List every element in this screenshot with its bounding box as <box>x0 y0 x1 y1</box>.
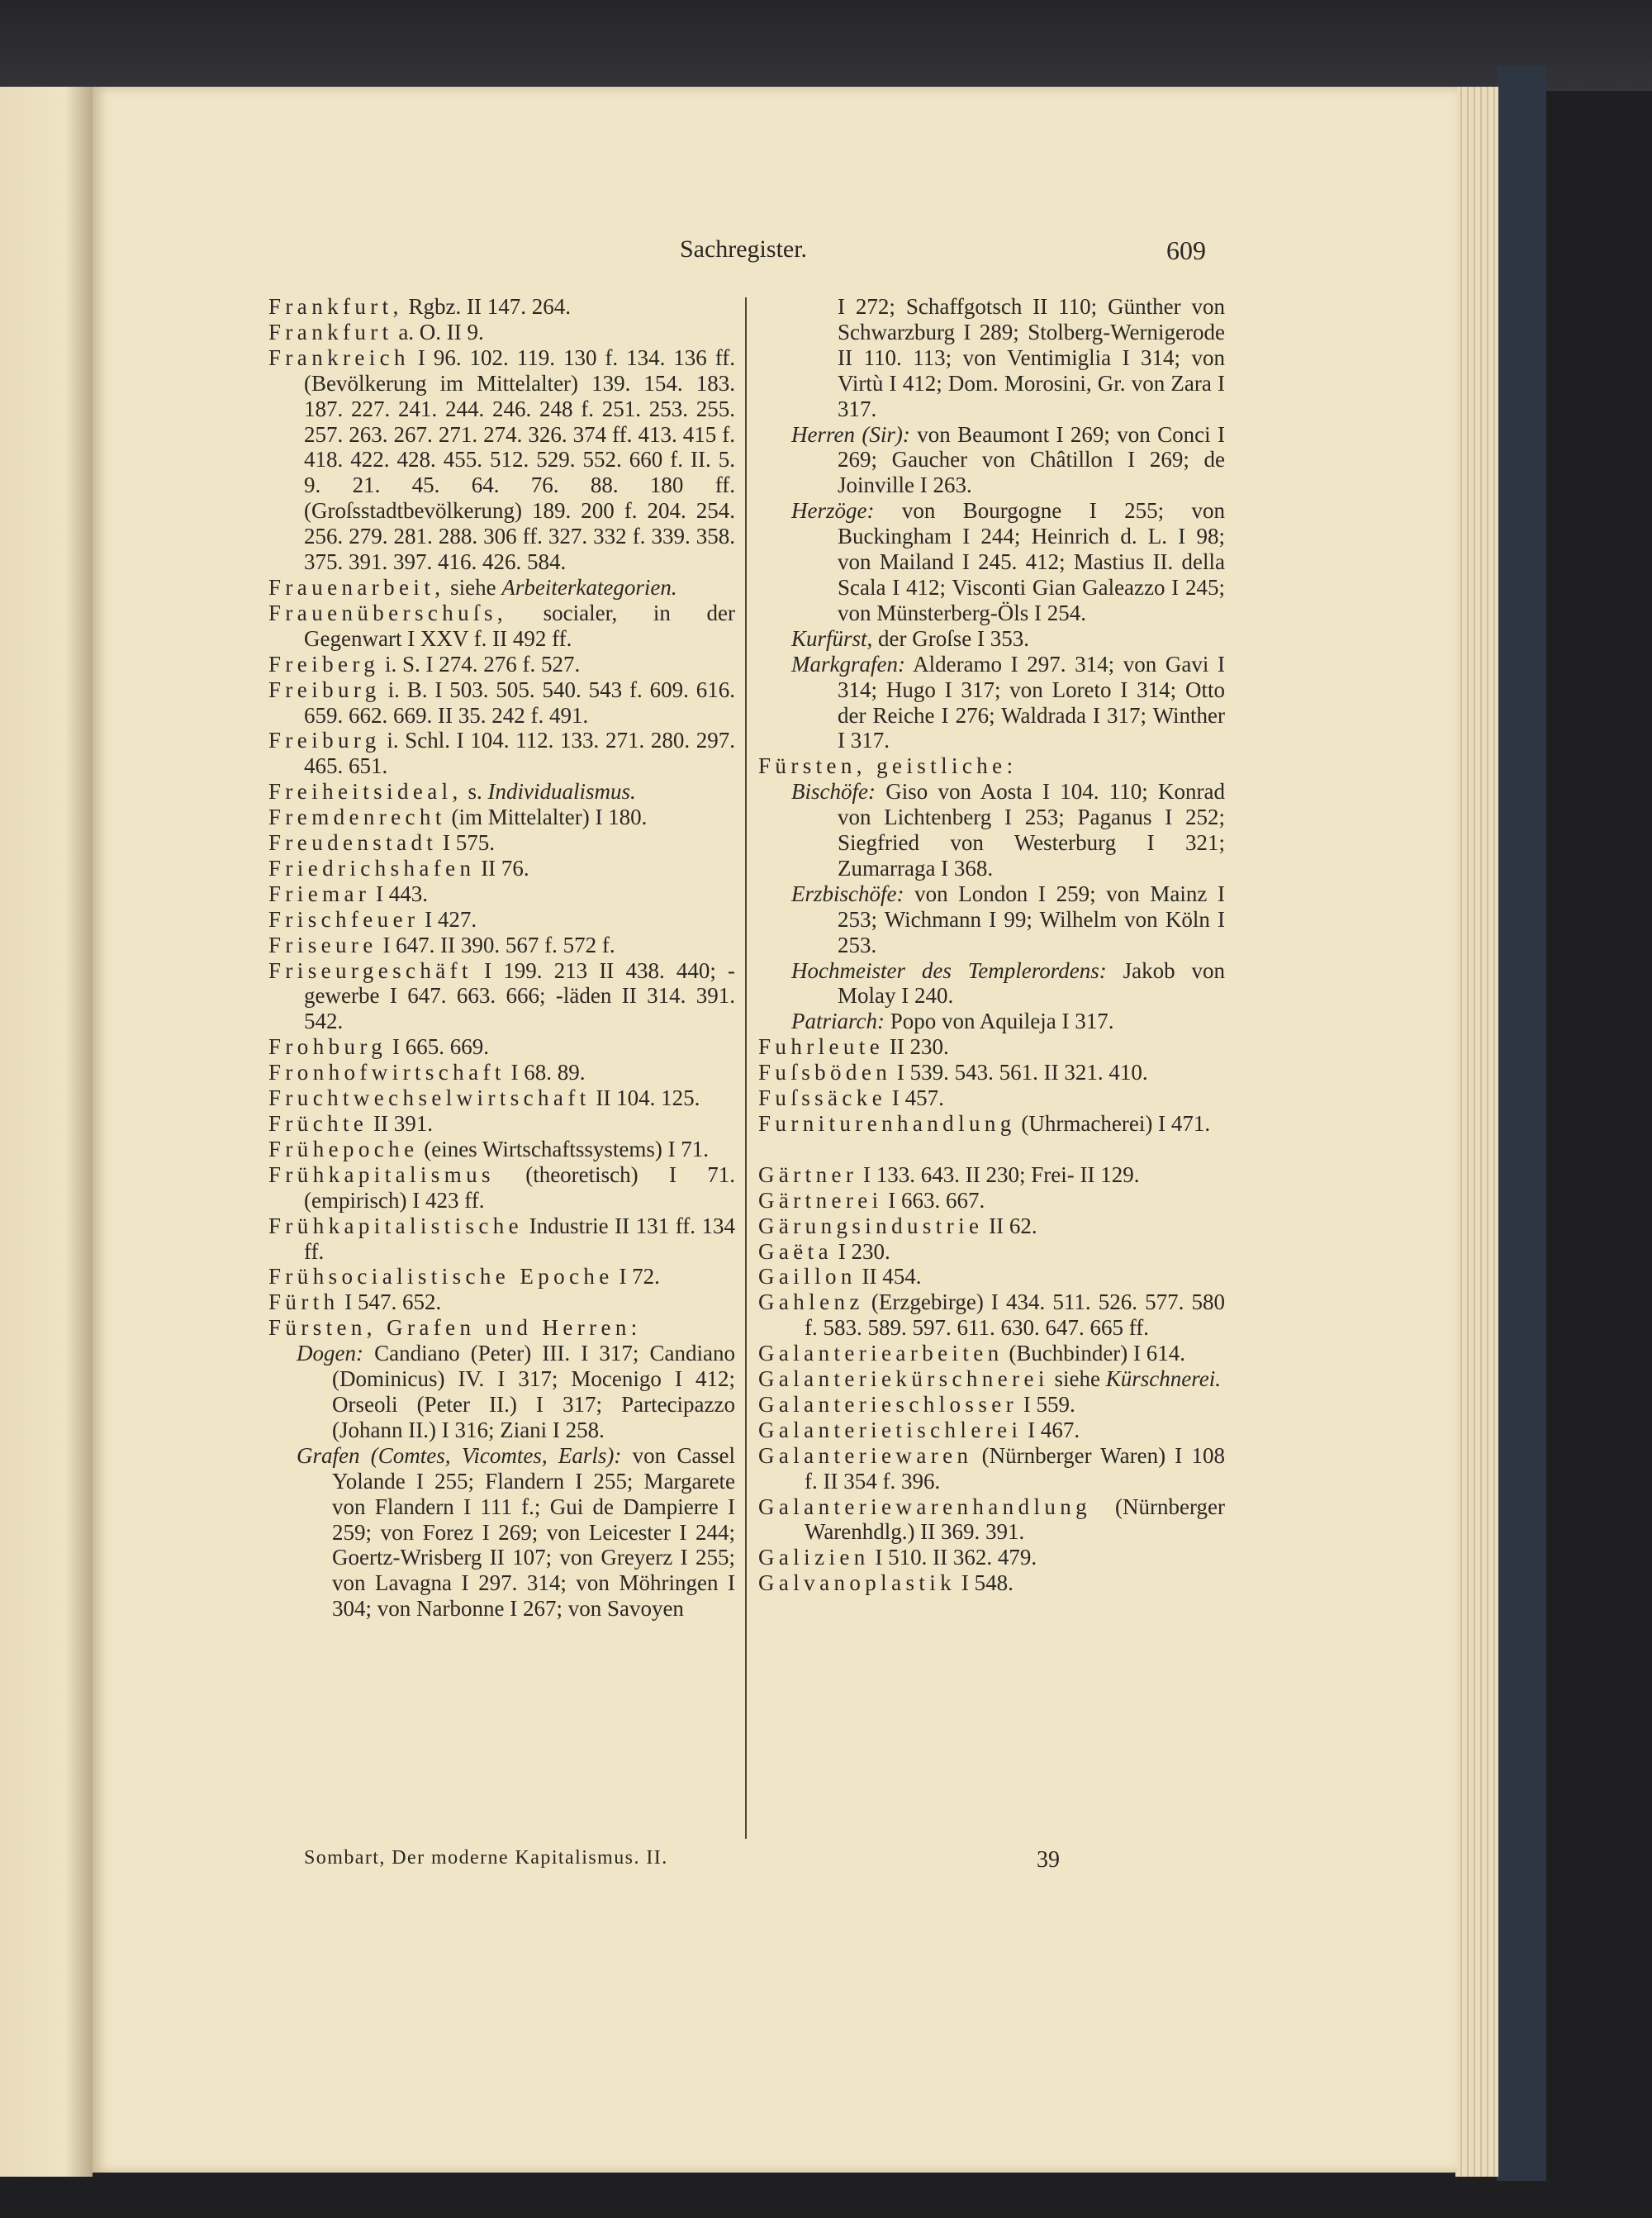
entry-references: Candiano (Peter) III. I 317; Candiano (Dominicus) IV. I 317; Mocenigo I 412; Orseoli (Peter II.) I 317; Partecipazzo (Johann II.) I 316; Ziani I 258. <box>332 1341 735 1442</box>
index-entry <box>268 1213 735 1265</box>
index-entry <box>268 881 735 907</box>
index-entry <box>758 1111 1225 1137</box>
entry-references: Industrie II 131 ff. 134 ff. <box>304 1213 735 1264</box>
entry-references: II 230. <box>884 1034 949 1060</box>
entry-headword: Früchte <box>268 1111 368 1136</box>
index-entry <box>758 779 1225 881</box>
entry-references: I 647. II 390. 567 f. 572 f. <box>377 932 615 957</box>
entry-references: I 547. 652. <box>339 1289 442 1315</box>
entry-references: II 104. 125. <box>590 1085 700 1111</box>
entry-references: Rgbz. II 147. 264. <box>402 294 571 319</box>
index-entry <box>758 1264 1225 1289</box>
entry-headword: Galanteriekürschnerei <box>758 1366 1049 1392</box>
entry-references: I 96. 102. 119. 130 f. 134. 136 ff. (Bevölkerung im Mittelalter) 139. 154. 183. 187. 227. 241. 244. 246. 248 f. 251. 253. 255. 257. 263. 267. 271. 274. 326. 374 ff. 413. 415 f. 418. 422. 428. 455. 512. 529. 552. 660 f. II. 5. 9. 21. 45. 64. 76. 88. 180 ff. (Groſsstadtbevölkerung) 189. 200 f. 204. 254. 256. 279. 281. 288. 306 ff. 327. 332 f. 339. 358. 375. 391. 397. 416. 426. 584. <box>304 344 735 575</box>
entry-headword: Frankfurt <box>268 319 393 344</box>
entry-headword: Frühepoche <box>268 1136 419 1161</box>
index-entry <box>758 1034 1225 1060</box>
index-entry <box>268 933 735 958</box>
index-entry <box>268 345 735 575</box>
subentry-label: Bischöfe: <box>791 779 876 805</box>
index-entry <box>268 1289 735 1315</box>
letter-section-gap <box>758 1137 1225 1162</box>
facing-page-edge <box>0 87 93 2177</box>
index-entry <box>758 422 1225 499</box>
subentry-label: Herren (Sir): <box>791 421 910 447</box>
index-entry <box>268 320 735 345</box>
entry-references: (Erzgebirge) I 434. 511. 526. 577. 580 f. 583. 589. 597. 611. 630. 647. 665 ff. <box>805 1289 1225 1341</box>
entry-references: I 665. 669. <box>387 1034 489 1060</box>
entry-references: (Uhrmacherei) I 471. <box>1015 1111 1211 1136</box>
subentry-label: Dogen: <box>297 1341 363 1366</box>
entry-references: von Cassel Yolande I 255; Flandern I 255; Margarete von Flandern I 111 f.; Gui de Dampierre I 259; von Forez I 269; von Leicester I 244; Goertz-Wrisberg II 107; von Greyerz I 255; von Lavagna I 297. 314; von Möhringen I 304; von Narbonne I 267; von Savoyen <box>332 1442 735 1622</box>
subentry-label: Grafen (Comtes, Vicomtes, Earls): <box>297 1442 622 1468</box>
index-entry <box>268 728 735 779</box>
entry-references: siehe <box>1048 1366 1106 1392</box>
entry-headword: Fürth <box>268 1289 339 1315</box>
entry-references: I 133. 643. II 230; Frei- II 129. <box>857 1161 1140 1187</box>
entry-references: i. Schl. I 104. 112. 133. 271. 280. 297. 465. 651. <box>304 728 735 779</box>
entry-headword: Gahlenz <box>758 1289 864 1315</box>
entry-references: socialer, in der Gegenwart I XXV f. II 492 ff. <box>304 600 735 651</box>
entry-references: (im Mittelalter) I 180. <box>445 805 648 830</box>
entry-references: (theoretisch) I 71. (empirisch) I 423 ff. <box>304 1161 735 1213</box>
entry-headword: Gärtnerei <box>758 1187 883 1213</box>
entry-headword: Frauenarbeit, <box>268 574 445 600</box>
entry-headword: Frischfeuer <box>268 906 420 932</box>
index-entry <box>268 1341 735 1443</box>
index-entry <box>758 1188 1225 1213</box>
entry-headword: Fürsten, geistliche: <box>758 753 1018 779</box>
entry-references: I 272; Schaffgotsch II 110; Günther von Schwarzburg I 289; Stolberg-Wernigerode II 110. 113; von Ventimiglia I 314; von Virtù I 412; Dom. Morosini, Gr. von Zara I 317. <box>838 294 1225 421</box>
entry-headword: Frohburg <box>268 1034 387 1060</box>
entry-references: I 443. <box>370 881 429 906</box>
entry-headword: Friemar <box>268 881 371 906</box>
index-entry <box>758 1239 1225 1265</box>
cross-reference: Arbeiterkategorien. <box>501 574 677 600</box>
entry-headword: Friseurgeschäft <box>268 957 472 983</box>
subentry-label: Erzbischöfe: <box>791 881 904 906</box>
index-entry <box>758 1366 1225 1392</box>
entry-headword: Frühsocialistische Epoche <box>268 1264 614 1289</box>
page-footer <box>304 1847 668 1869</box>
page-number: 609 <box>1166 235 1206 265</box>
index-entry <box>268 856 735 881</box>
index-entry <box>268 1034 735 1060</box>
entry-headword: Fuhrleute <box>758 1034 885 1060</box>
index-entry <box>268 575 735 601</box>
subentry-label: Hochmeister des Templerordens: <box>791 957 1107 983</box>
entry-references: (eines Wirtschaftssystems) I 71. <box>418 1136 710 1161</box>
index-entry <box>758 294 1225 422</box>
entry-references: (Nürnberger Warenhdlg.) II 369. 391. <box>805 1494 1225 1545</box>
index-entry <box>758 1341 1225 1366</box>
index-entry <box>268 677 735 729</box>
index-entry <box>268 601 735 652</box>
index-entry <box>268 907 735 933</box>
entry-references: I 457. <box>886 1085 944 1111</box>
entry-headword: Freiheitsideal, <box>268 779 463 805</box>
entry-references: von Beaumont I 269; von Conci I 269; Gaucher von Châtillon I 269; de Joinville I 263. <box>838 421 1225 498</box>
entry-references: II 62. <box>983 1213 1037 1238</box>
index-entry <box>268 1060 735 1085</box>
entry-headword: Frühkapitalismus <box>268 1161 495 1187</box>
entry-headword: Galanteriewarenhandlung <box>758 1494 1092 1519</box>
cross-reference: Individualismus. <box>487 779 636 805</box>
subentry-label: Patriarch: <box>791 1009 885 1034</box>
index-entry <box>758 881 1225 958</box>
index-entry <box>758 1060 1225 1085</box>
entry-references: Alderamo I 297. 314; von Gavi I 314; Hugo I 317; von Loreto I 314; Otto der Reiche I 276; Waldrada I 317; Winther I 317. <box>838 651 1225 753</box>
entry-headword: Galanterietischlerei <box>758 1417 1023 1442</box>
entry-references: I 199. 213 II 438. 440; -gewerbe I 647. 663. 666; -läden II 314. 391. 542. <box>304 957 735 1034</box>
entry-references: I 467. <box>1022 1417 1080 1442</box>
entry-headword: Gaëta <box>758 1238 833 1264</box>
index-entry <box>268 958 735 1035</box>
entry-headword: Galanteriewaren <box>758 1442 973 1468</box>
sheet-number: 39 <box>1037 1847 1060 1873</box>
index-entry <box>268 294 735 320</box>
entry-headword: Galanterieschlosser <box>758 1391 1018 1417</box>
entry-references: I 510. II 362. 479. <box>869 1545 1037 1570</box>
subentry-label: Kurfürst <box>791 625 867 651</box>
cross-reference: Kürschnerei. <box>1105 1366 1221 1392</box>
index-entry <box>268 1137 735 1162</box>
index-entry <box>268 830 735 856</box>
index-entry <box>268 1315 735 1341</box>
book-cover-right <box>1497 66 1546 2181</box>
entry-headword: Fruchtwechselwirtschaft <box>268 1085 591 1111</box>
entry-references: siehe <box>444 574 502 600</box>
entry-references: I 68. 89. <box>505 1060 586 1085</box>
index-entry <box>758 652 1225 754</box>
entry-references: I 663. 667. <box>882 1187 985 1213</box>
index-entry <box>268 1111 735 1137</box>
entry-references: s. <box>462 779 488 805</box>
entry-headword: Galizien <box>758 1545 870 1570</box>
entry-headword: Furniturenhandlung <box>758 1111 1016 1136</box>
index-entry <box>758 1085 1225 1111</box>
entry-headword: Friedrichshafen <box>268 855 476 881</box>
entry-headword: Fuſssäcke <box>758 1085 887 1111</box>
entry-headword: Gärungsindustrie <box>758 1213 984 1238</box>
entry-headword: Frankfurt, <box>268 294 403 319</box>
entry-headword: Fronhofwirtschaft <box>268 1060 506 1085</box>
book-cover-top <box>0 0 1652 91</box>
index-entry <box>758 498 1225 626</box>
index-entry <box>758 1494 1225 1546</box>
index-entry <box>758 1392 1225 1418</box>
entry-headword: Gärtner <box>758 1161 858 1187</box>
subentry-label: Markgrafen: <box>791 651 905 677</box>
entry-references: II 454. <box>856 1264 922 1289</box>
index-entry <box>268 1264 735 1289</box>
entry-headword: Fremdenrecht <box>268 805 446 830</box>
entry-headword: Freudenstadt <box>268 830 438 856</box>
entry-references: i. B. I 503. 505. 540. 543 f. 609. 616. 659. 662. 669. II 35. 242 f. 491. <box>304 677 735 728</box>
entry-headword: Galvanoplastik <box>758 1570 957 1596</box>
running-head-title: Sachregister. <box>679 235 808 263</box>
entry-headword: Friseure <box>268 932 377 957</box>
entry-references: I 559. <box>1018 1391 1075 1417</box>
index-entry <box>758 1418 1225 1443</box>
index-entry <box>268 652 735 677</box>
entry-references: a. O. II 9. <box>392 319 484 344</box>
index-entry <box>758 753 1225 779</box>
entry-headword: Freiberg <box>268 651 380 677</box>
entry-references: I 427. <box>419 906 477 932</box>
entry-references: von London I 259; von Mainz I 253; Wichmann I 99; Wilhelm von Köln I 253. <box>838 881 1225 957</box>
entry-references: I 575. <box>437 830 496 856</box>
index-entry <box>758 626 1225 652</box>
index-entry <box>758 1213 1225 1239</box>
index-entry <box>758 1443 1225 1494</box>
signature-line: Sombart, Der moderne Kapitalismus. II. <box>304 1847 668 1869</box>
index-entry <box>268 1085 735 1111</box>
index-entry <box>268 1162 735 1213</box>
entry-references: I 548. <box>956 1570 1014 1596</box>
entry-references: I 539. 543. 561. II 321. 410. <box>891 1060 1148 1085</box>
index-entry <box>758 958 1225 1009</box>
entry-references: i. S. I 274. 276 f. 527. <box>379 651 581 677</box>
entry-references: I 230. <box>832 1238 890 1264</box>
entry-headword: Frankreich <box>268 344 410 370</box>
entry-headword: Galanteriearbeiten <box>758 1341 1004 1366</box>
index-entry <box>758 1009 1225 1034</box>
entry-headword: Frühkapitalistische <box>268 1213 524 1238</box>
index-entry <box>758 1545 1225 1570</box>
index-entry <box>758 1570 1225 1596</box>
entry-headword: Frauenüberschuſs, <box>268 600 508 625</box>
index-column-right <box>758 294 1225 1596</box>
index-entry <box>268 779 735 805</box>
entry-references: , der Groſse I 353. <box>866 625 1029 651</box>
entry-headword: Freiburg <box>268 728 381 753</box>
page-stack-edges <box>1455 87 1498 2177</box>
index-entry <box>268 1443 735 1622</box>
subentry-label: Herzöge: <box>791 498 875 524</box>
column-divider <box>745 297 747 1839</box>
entry-references: II 391. <box>368 1111 434 1136</box>
index-entry <box>758 1162 1225 1188</box>
entry-references: von Bourgogne I 255; von Buckingham I 244; Heinrich d. L. I 98; von Mailand I 245. 412; Mastius II. della Scala I 412; Visconti Gian Galeazzo I 245; von Münsterberg-Öls I 254. <box>838 498 1225 625</box>
entry-headword: Fuſsböden <box>758 1060 892 1085</box>
entry-references: II 76. <box>475 855 529 881</box>
entry-references: Jakob von Molay I 240. <box>838 957 1225 1009</box>
index-column-left <box>268 294 735 1622</box>
index-entry <box>268 805 735 830</box>
entry-references: (Nürnberger Waren) I 108 f. II 354 f. 396. <box>805 1442 1225 1494</box>
entry-references: (Buchbinder) I 614. <box>1003 1341 1186 1366</box>
entry-references: Giso von Aosta I 104. 110; Konrad von Lichtenberg I 253; Paganus I 252; Siegfried von Westerburg I 321; Zumarraga I 368. <box>838 779 1225 881</box>
entry-headword: Gaillon <box>758 1264 857 1289</box>
entry-references: Popo von Aquileja I 317. <box>884 1009 1114 1034</box>
index-entry <box>758 1289 1225 1341</box>
entry-headword: Freiburg <box>268 677 381 702</box>
entry-headword: Fürsten, Grafen und Herren: <box>268 1315 642 1341</box>
entry-references: I 72. <box>613 1264 660 1289</box>
